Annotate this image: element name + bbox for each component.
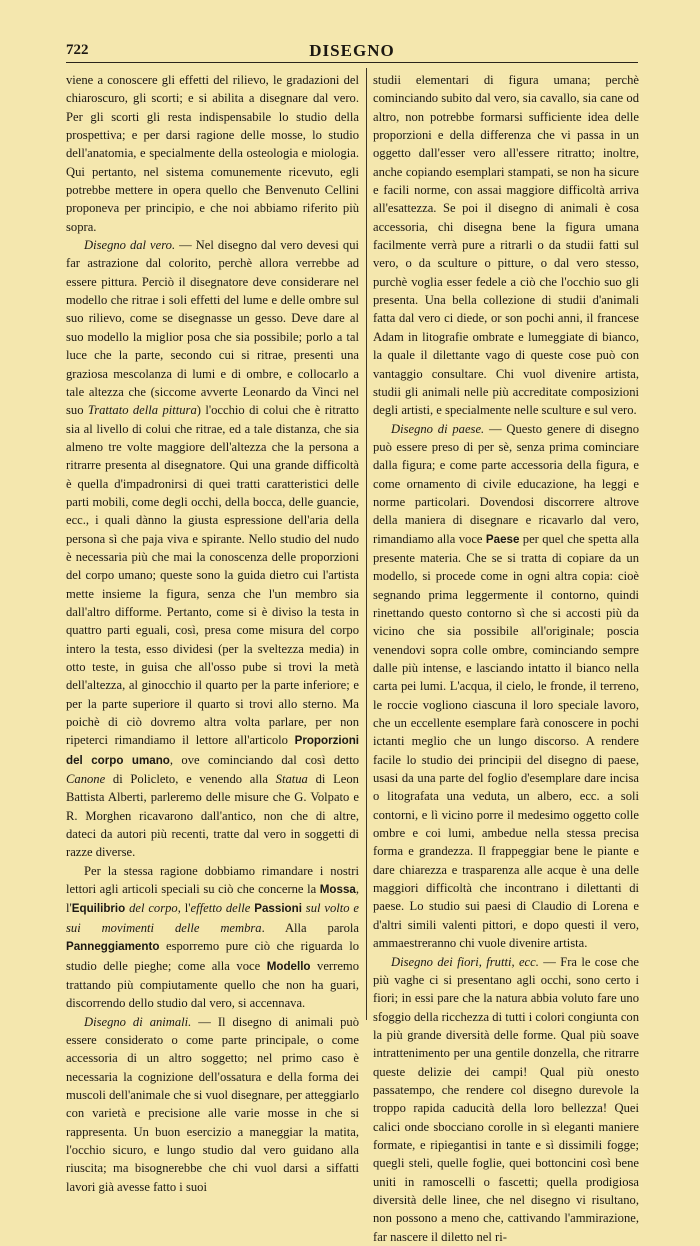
cross-reference: Passioni [250, 902, 302, 915]
left-column [66, 71, 359, 1196]
cross-reference: Modello [267, 960, 311, 973]
paragraph: Disegno dei fiori, frutti, ecc. — Fra le cose che più vaghe ci si presentano agli occhi, sono certo i fiori; in essi pare che la natura abbia voluto fare uno sfoggio della ricchezza di tutti i colori congiunta con la più grande diversità delle forme. Qual più soave intrattenimento per una gentile donzella, che ritrarre queste delizie dei campi! Qual più onesto passatempo, che rendere col disegno durevole la troppo rapida caducità della loro bellezza! Quei calici onde sbocciano corolle in sì eleganti maniere formate, e ripiegantisi in tante e sì dissimili fogge; quegli steli, quelle foglie, quei bottoncini così bene uniti in ramoscelli o fascetti; quella prodigiosa diversità delle linee, che nel disegno vi risultano, non possono a meno che, cattivando l'ammirazione, far nascere il diletto nel ri- [373, 953, 639, 1246]
cross-reference: Mossa [320, 883, 356, 896]
paragraph: Per la stessa ragione dobbiamo rimandare i nostri lettori agli articoli speciali su ciò che concerne la Mossa, l'Equilibrio del corpo, l'effetto delle Passioni sul volto e sui movimenti delle membra. Alla parola Panneggiamento esporremo pure ciò che riguarda lo studio delle pieghe; come alla voce Modello verremo trattando più compiutamente quello che non ha guari, discorrendo dello studio dal vero, si accennava. [66, 862, 359, 1013]
running-title: DISEGNO [66, 41, 638, 61]
cross-reference: Proporzioni del corpo umano [66, 734, 359, 766]
page-number: 722 [66, 42, 89, 59]
section-heading: Disegno dal vero. [84, 238, 175, 252]
cross-reference: Panneggiamento [66, 940, 159, 953]
paragraph: studii elementari di figura umana; perchè cominciando subito dal vero, sia cavallo, sia cane od altro, non potrebbe formarsi sufficiente idea delle proporzioni e della differenza che vi passa in un oggetto dall'esser vero all'essere ritratto; inoltre, anche copiando esemplari stampati, se non ha sicure e facili norme, con assai maggiore difficoltà arriva all'esattezza. Se poi il disegno di animali è cosa accessoria, chi disegna bene la figura umana facilmente verrà pure a ritrarli o da studii fatti sul vero, o da sculture o pitture, o dal vero stesso, purchè voglia esser fedele a ciò che l'occhio suo gli presenta. Una bella collezione di studii d'animali fatta dal vero ci diede, or son pochi anni, il francese Adam in litografie ombrate e lumeggiate di bianco, la quale il dilettante vago di queste cose può con vantaggio consultare. Chi vuol divenire artista, studii gli animali nelle più accreditate composizioni degli artisti, e specialmente nelle sculture e sul vero. [373, 71, 639, 420]
column-divider [366, 68, 367, 1020]
section-heading: Disegno di paese. [391, 422, 484, 436]
section-heading: Disegno di animali. [84, 1015, 191, 1029]
paragraph: Disegno di paese. — Questo genere di disegno può essere preso di per sè, senza prima cominciare dalla figura; e come parte accessoria della figura, e come ornamento di civile educazione, ha leggi e norme particolari. Dovendosi discorrere altrove della maniera di disegnare e ricavarlo dal vero, rimandiamo alla voce Paese per quel che spetta alla presente materia. Che se si tratta di copiare da un modello, si procede come in ogni altra copia: cioè segnando prima leggermente il contorno, quindi rinettando questo contorno sì che si accosti più da vicino che sia possibile all'originale; poscia venendovi sopra colle ombre, cominciando sempre dalle più intense, e lasciando intatto il bianco nella carta pei lumi. L'acqua, il cielo, le fronde, il terreno, le roccie vogliono ciascuna il loro speciale lavoro, che un eccellente esemplare farà conoscere in pochi ictanti meglio che un lungo discorso. A rendere facile lo studio dei principii del disegno di paese, usasi da una parte del foglio d'esemplare dare incisa o litografata una veduta, un albero, ecc. a soli contorni, e lì vicino porre il medesimo oggetto colle ombre e coi lumi, ambedue nella stessa precisa forma e grandezza. Il frappeggiar bene le piante e dare chiarezza e trasparenza alle acque è una delle maggiori difficoltà che incontrano i dilettanti di paese. Lo studio sui paesi di Claudio di Lorena e d'altri simili valenti pittori, e dopo questi il vero, ammaestreranno chi vuole divenire artista. [373, 420, 639, 953]
cross-reference: Equilibrio [72, 902, 125, 915]
section-heading: Disegno dei fiori, frutti, ecc. [391, 955, 539, 969]
paragraph: Disegno dal vero. — Nel disegno dal vero devesi qui far astrazione dal colorito, perchè allora verrebbe ad essere pittura. Perciò il disegnatore deve considerare nel modello che ritrae i soli effetti del lume e delle ombre sul suo rilievo, come se disegnasse un gesso. Deve dare al suo modello la miglior posa che sia possibile; porlo a tal luce che la parte, secondo cui si ritrae, presenti una graziosa mescolanza di lumi e di ombre, e collocarlo a tale altezza che (siccome avverte Leonardo da Vinci nel suo Trattato della pittura) l'occhio di colui che è ritratto sia al livello di colui che ritrae, ed a tale distanza, che sia almeno tre volte maggiore dell'altezza che la persona a ritrarre presenta al disegnatore. Qui una grande difficoltà è quella d'impadronirsi di quei tratti caratteristici delle parti mobili, come degli occhi, della bocca, delle guancie, ecc., i quali dànno la giusta espressione dell'aria della persona sì che paja viva e spirante. Nello studio del nudo è necessaria più che mai la conoscenza delle proporzioni del corpo umano; queste sono la guida dietro cui l'artista mette insieme la figura, senza che l'un membro sia dall'altro difforme. Pertanto, come si è diviso la testa in quattro parti eguali, così, presa come misura del corpo intero la testa, esso dividesi (per la sveltezza media) in otto teste, in guisa che all'osso pube si trovi la metà dell'altezza, al ginocchio il quarto per la parte inferiore; e per la parte superiore il quarto si trovi allo sterno. Ma poichè di ciò dovremo altra volta parlare, per non ripeterci rimandiamo il lettore all'articolo Proporzioni del corpo umano, ove cominciando dal così detto Canone di Policleto, e venendo alla Statua di Leon Battista Alberti, parleremo delle misure che G. Volpato e R. Morghen ricavarono dall'antico, non che di altre, dateci da autori più recenti, tratte dal vero in soggetti di razze diverse. [66, 236, 359, 862]
paragraph: Disegno di animali. — Il disegno di animali può essere considerato o come parte principale, o come accessoria di un altro soggetto; nel primo caso è necessaria la cognizione dell'ossatura e della forma dei muscoli dell'animale che si vuol disegnare, per atteggiarlo con varietà e precisione alle varie mosse in che si rappresenta. Un buon esercizio a maneggiar la matita, l'occhio sicuro, e lungo studio dal vero guidano alla riuscita; ma bisognerebbe che chi vuol darsi a siffatti lavori già avesse fatto i suoi [66, 1013, 359, 1196]
right-column [373, 71, 639, 1246]
paragraph: viene a conoscere gli effetti del rilievo, le gradazioni del chiaroscuro, gli scorti; e si abilita a disegnare dal vero. Per gli scorti gli resta indispensabile lo studio della prospettiva; e per darsi ragione delle mosse, lo studio dell'anatomia, e specialmente della osteologia e miologia. Qui pertanto, nel sistema comunemente ricevuto, egli potrebbe mettere in opera quello che Benvenuto Cellini proponeva per principio, e che noi abbiamo riferito più sopra. [66, 71, 359, 236]
cross-reference: Paese [486, 533, 520, 546]
page-header [66, 40, 638, 63]
